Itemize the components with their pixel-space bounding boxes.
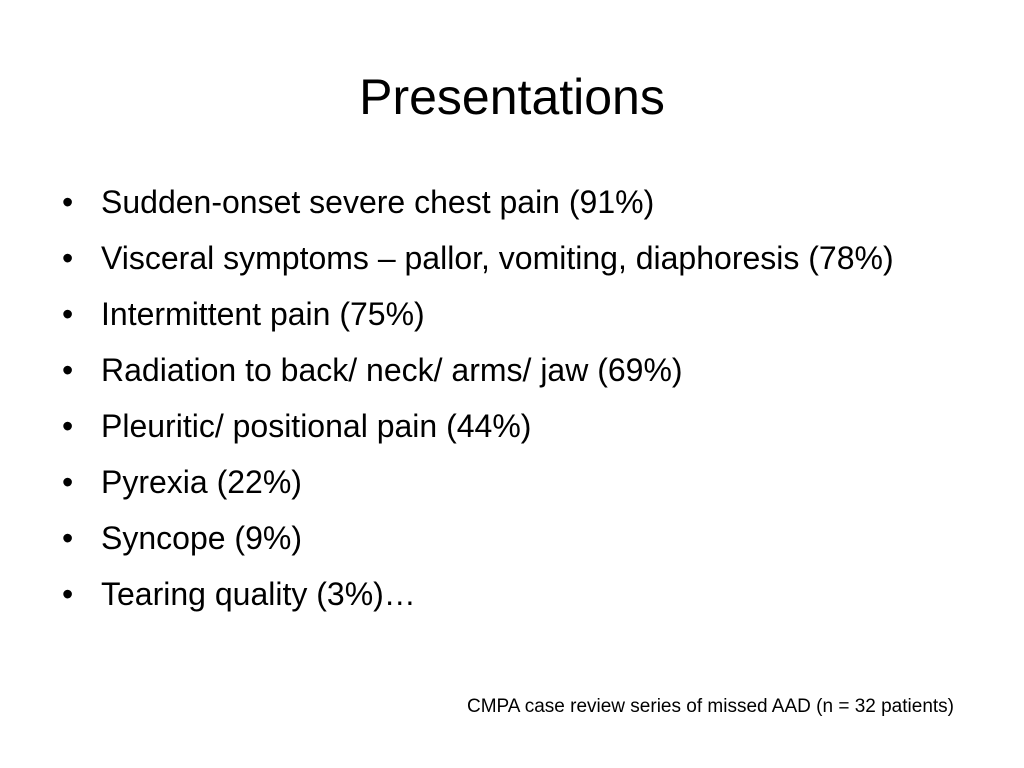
bullet-icon: • xyxy=(62,184,74,220)
bullet-text: Visceral symptoms – pallor, vomiting, diaphoresis (78%) xyxy=(101,240,894,276)
bullet-item xyxy=(56,292,976,336)
bullet-icon: • xyxy=(62,576,74,612)
bullet-item xyxy=(56,516,976,560)
bullet-text: Syncope (9%) xyxy=(101,520,302,556)
source-note: CMPA case review series of missed AAD (n = 32 patients) xyxy=(467,696,954,717)
bullet-item xyxy=(56,460,976,504)
bullet-item xyxy=(56,572,976,616)
bullet-item xyxy=(56,236,976,280)
slide-title: Presentations xyxy=(359,69,665,125)
bullet-text: Sudden-onset severe chest pain (91%) xyxy=(101,184,655,220)
bullet-icon: • xyxy=(62,352,74,388)
bullet-text: Pleuritic/ positional pain (44%) xyxy=(101,408,532,444)
bullet-icon: • xyxy=(62,464,74,500)
bullet-item xyxy=(56,404,976,448)
bullet-item xyxy=(56,348,976,392)
bullet-text: Pyrexia (22%) xyxy=(101,464,302,500)
bullet-icon: • xyxy=(62,296,74,332)
bullet-text: Tearing quality (3%)… xyxy=(101,576,416,612)
bullet-list xyxy=(56,180,976,628)
bullet-text: Intermittent pain (75%) xyxy=(101,296,425,332)
bullet-icon: • xyxy=(62,408,74,444)
bullet-text: Radiation to back/ neck/ arms/ jaw (69%) xyxy=(101,352,683,388)
bullet-icon: • xyxy=(62,520,74,556)
bullet-icon: • xyxy=(62,240,74,276)
bullet-item xyxy=(56,180,976,224)
